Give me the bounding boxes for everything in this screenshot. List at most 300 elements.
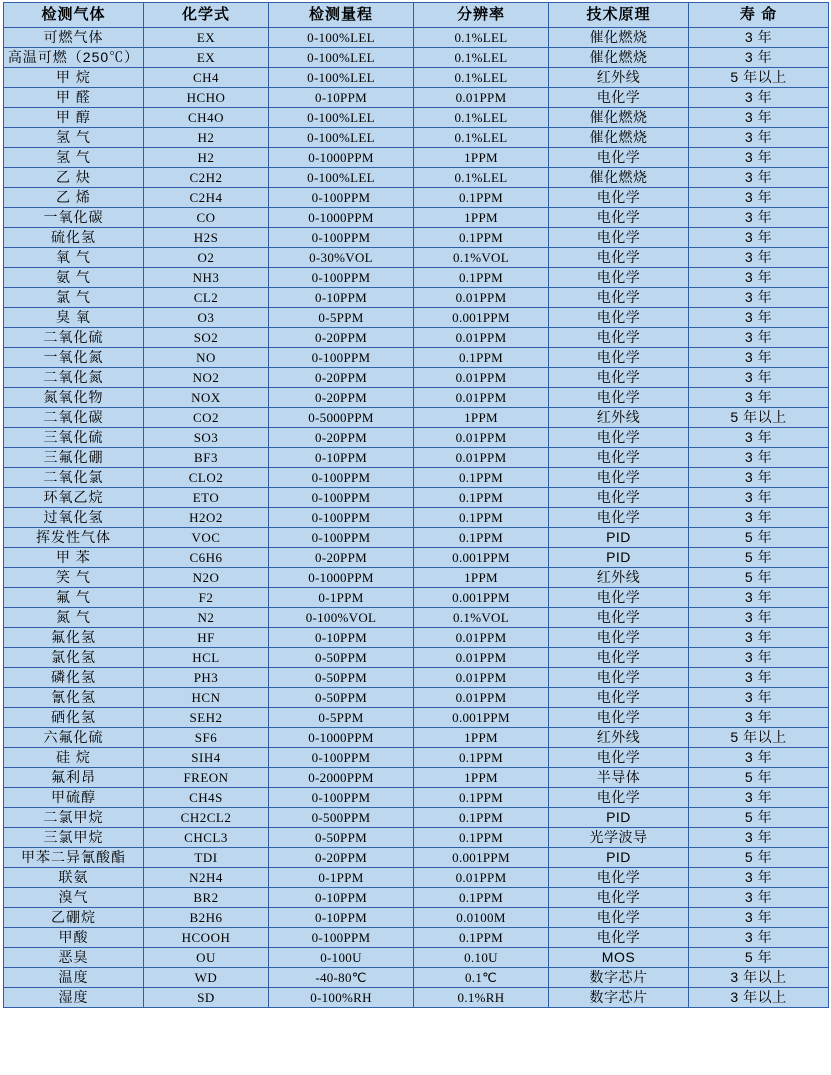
- table-cell: 0.01PPM: [414, 368, 549, 388]
- table-cell: HCOOH: [144, 928, 269, 948]
- table-cell: 0.1%VOL: [414, 248, 549, 268]
- table-row: [4, 28, 829, 48]
- table-cell: 0.01PPM: [414, 668, 549, 688]
- table-cell: 3 年: [689, 208, 829, 228]
- table-cell: 电化学: [549, 248, 689, 268]
- table-cell: 5 年: [689, 808, 829, 828]
- table-cell: O2: [144, 248, 269, 268]
- table-cell: 0-1000PPM: [269, 148, 414, 168]
- table-cell: 0-10PPM: [269, 88, 414, 108]
- table-cell: 3 年: [689, 328, 829, 348]
- table-cell: TDI: [144, 848, 269, 868]
- table-row: [4, 268, 829, 288]
- table-cell: H2: [144, 128, 269, 148]
- table-cell: 电化学: [549, 928, 689, 948]
- table-cell: 联氨: [4, 868, 144, 888]
- table-cell: 0.01PPM: [414, 388, 549, 408]
- table-cell: 电化学: [549, 448, 689, 468]
- table-cell: 3 年: [689, 148, 829, 168]
- table-cell: NO: [144, 348, 269, 368]
- table-cell: CH4: [144, 68, 269, 88]
- table-cell: 3 年: [689, 648, 829, 668]
- table-cell: ETO: [144, 488, 269, 508]
- table-row: [4, 448, 829, 468]
- table-cell: 氮氧化物: [4, 388, 144, 408]
- table-cell: 1PPM: [414, 768, 549, 788]
- table-cell: 0-50PPM: [269, 648, 414, 668]
- table-cell: EX: [144, 28, 269, 48]
- table-cell: 电化学: [549, 228, 689, 248]
- table-cell: 电化学: [549, 208, 689, 228]
- table-cell: PH3: [144, 668, 269, 688]
- table-cell: 0-100PPM: [269, 268, 414, 288]
- table-cell: 甲 烷: [4, 68, 144, 88]
- table-cell: 3 年: [689, 168, 829, 188]
- table-cell: 电化学: [549, 908, 689, 928]
- table-cell: 0.001PPM: [414, 588, 549, 608]
- table-cell: B2H6: [144, 908, 269, 928]
- table-row: [4, 48, 829, 68]
- table-cell: 二氧化氮: [4, 368, 144, 388]
- table-row: [4, 968, 829, 988]
- table-row: [4, 608, 829, 628]
- table-cell: FREON: [144, 768, 269, 788]
- table-cell: 0-10PPM: [269, 888, 414, 908]
- table-cell: 硫化氢: [4, 228, 144, 248]
- table-cell: SO2: [144, 328, 269, 348]
- table-cell: 二氧化碳: [4, 408, 144, 428]
- table-cell: 0.1%RH: [414, 988, 549, 1008]
- table-cell: 0-5PPM: [269, 308, 414, 328]
- table-cell: 甲酸: [4, 928, 144, 948]
- table-cell: 0.1PPM: [414, 508, 549, 528]
- table-cell: 0-1000PPM: [269, 208, 414, 228]
- table-cell: 3 年: [689, 48, 829, 68]
- table-cell: 0.1PPM: [414, 488, 549, 508]
- table-cell: 0-50PPM: [269, 668, 414, 688]
- table-row: [4, 988, 829, 1008]
- table-row: [4, 368, 829, 388]
- table-cell: 3 年: [689, 868, 829, 888]
- table-cell: 5 年以上: [689, 408, 829, 428]
- table-cell: 0-10PPM: [269, 448, 414, 468]
- table-row: [4, 588, 829, 608]
- table-cell: EX: [144, 48, 269, 68]
- table-cell: 电化学: [549, 688, 689, 708]
- table-cell: 3 年: [689, 108, 829, 128]
- table-cell: 3 年: [689, 468, 829, 488]
- table-cell: 3 年: [689, 628, 829, 648]
- table-cell: 0.01PPM: [414, 288, 549, 308]
- gas-detection-table: [3, 2, 829, 1008]
- table-cell: 光学波导: [549, 828, 689, 848]
- table-cell: CH4S: [144, 788, 269, 808]
- table-row: [4, 768, 829, 788]
- table-cell: 0.1PPM: [414, 808, 549, 828]
- table-cell: 温度: [4, 968, 144, 988]
- table-row: [4, 348, 829, 368]
- table-cell: 0.01PPM: [414, 688, 549, 708]
- table-cell: NO2: [144, 368, 269, 388]
- table-cell: 0-100%VOL: [269, 608, 414, 628]
- table-cell: 0-5PPM: [269, 708, 414, 728]
- table-cell: PID: [549, 808, 689, 828]
- table-cell: 0-100PPM: [269, 228, 414, 248]
- table-cell: 催化燃烧: [549, 108, 689, 128]
- table-row: [4, 908, 829, 928]
- table-row: [4, 508, 829, 528]
- table-cell: 0-1PPM: [269, 868, 414, 888]
- table-cell: 三氯甲烷: [4, 828, 144, 848]
- table-row: [4, 168, 829, 188]
- table-row: [4, 868, 829, 888]
- table-cell: 氯化氢: [4, 648, 144, 668]
- table-cell: 3 年: [689, 228, 829, 248]
- table-cell: 0-100U: [269, 948, 414, 968]
- table-cell: 数字芯片: [549, 968, 689, 988]
- table-row: [4, 88, 829, 108]
- table-cell: 3 年: [689, 248, 829, 268]
- table-row: [4, 248, 829, 268]
- table-cell: 5 年以上: [689, 728, 829, 748]
- table-cell: 5 年: [689, 548, 829, 568]
- table-cell: 电化学: [549, 488, 689, 508]
- table-cell: 0.1PPM: [414, 788, 549, 808]
- table-cell: 硒化氢: [4, 708, 144, 728]
- table-cell: 0.001PPM: [414, 308, 549, 328]
- table-cell: 磷化氢: [4, 668, 144, 688]
- table-cell: VOC: [144, 528, 269, 548]
- table-cell: 5 年以上: [689, 68, 829, 88]
- table-cell: 0.1PPM: [414, 528, 549, 548]
- table-cell: 可燃气体: [4, 28, 144, 48]
- table-cell: 甲硫醇: [4, 788, 144, 808]
- table-cell: 0.01PPM: [414, 328, 549, 348]
- table-cell: PID: [549, 848, 689, 868]
- table-cell: 氟利昂: [4, 768, 144, 788]
- table-cell: 恶臭: [4, 948, 144, 968]
- table-cell: H2O2: [144, 508, 269, 528]
- table-cell: 乙 烯: [4, 188, 144, 208]
- table-cell: 3 年: [689, 128, 829, 148]
- table-cell: WD: [144, 968, 269, 988]
- table-row: [4, 948, 829, 968]
- table-cell: 一氧化氮: [4, 348, 144, 368]
- table-cell: 0-100PPM: [269, 188, 414, 208]
- table-cell: 红外线: [549, 728, 689, 748]
- table-cell: 电化学: [549, 88, 689, 108]
- table-cell: 3 年: [689, 28, 829, 48]
- table-cell: 乙 炔: [4, 168, 144, 188]
- table-cell: 0-100%LEL: [269, 28, 414, 48]
- table-row: [4, 668, 829, 688]
- table-cell: 电化学: [549, 668, 689, 688]
- table-cell: 环氧乙烷: [4, 488, 144, 508]
- table-cell: 催化燃烧: [549, 48, 689, 68]
- table-cell: 3 年: [689, 368, 829, 388]
- table-cell: 3 年: [689, 428, 829, 448]
- table-cell: 二氧化氯: [4, 468, 144, 488]
- table-row: [4, 888, 829, 908]
- table-row: [4, 188, 829, 208]
- table-cell: 电化学: [549, 608, 689, 628]
- table-cell: HF: [144, 628, 269, 648]
- table-cell: PID: [549, 548, 689, 568]
- table-cell: MOS: [549, 948, 689, 968]
- table-cell: 电化学: [549, 588, 689, 608]
- table-cell: 0-1000PPM: [269, 568, 414, 588]
- table-cell: 0-100%RH: [269, 988, 414, 1008]
- table-cell: 0.1%LEL: [414, 48, 549, 68]
- table-cell: 红外线: [549, 568, 689, 588]
- table-cell: 0-500PPM: [269, 808, 414, 828]
- table-row: [4, 108, 829, 128]
- column-header-lifetime: 寿 命: [689, 3, 829, 28]
- table-cell: 0.1%LEL: [414, 128, 549, 148]
- table-cell: 催化燃烧: [549, 168, 689, 188]
- table-cell: 0.1PPM: [414, 828, 549, 848]
- table-cell: 3 年: [689, 348, 829, 368]
- table-row: [4, 748, 829, 768]
- table-cell: HCHO: [144, 88, 269, 108]
- header-row: [4, 3, 829, 28]
- table-cell: HCN: [144, 688, 269, 708]
- table-cell: 二氯甲烷: [4, 808, 144, 828]
- table-cell: 0-100PPM: [269, 528, 414, 548]
- table-cell: 3 年: [689, 308, 829, 328]
- table-cell: HCL: [144, 648, 269, 668]
- table-cell: 电化学: [549, 788, 689, 808]
- table-cell: 三氟化硼: [4, 448, 144, 468]
- table-cell: 甲 醇: [4, 108, 144, 128]
- table-cell: SD: [144, 988, 269, 1008]
- table-cell: 0-20PPM: [269, 848, 414, 868]
- table-cell: CO2: [144, 408, 269, 428]
- table-cell: 湿度: [4, 988, 144, 1008]
- table-row: [4, 328, 829, 348]
- table-cell: 乙硼烷: [4, 908, 144, 928]
- table-cell: 0.1PPM: [414, 268, 549, 288]
- table-cell: 3 年: [689, 788, 829, 808]
- table-cell: 0-100%LEL: [269, 68, 414, 88]
- table-cell: 3 年: [689, 508, 829, 528]
- table-cell: 0.001PPM: [414, 548, 549, 568]
- table-body: [4, 28, 829, 1008]
- table-cell: 3 年以上: [689, 968, 829, 988]
- table-cell: 0.1℃: [414, 968, 549, 988]
- table-cell: 电化学: [549, 348, 689, 368]
- table-cell: 0.0100M: [414, 908, 549, 928]
- table-cell: 0.01PPM: [414, 428, 549, 448]
- table-cell: PID: [549, 528, 689, 548]
- table-cell: 高温可燃（250℃）: [4, 48, 144, 68]
- table-cell: 电化学: [549, 428, 689, 448]
- table-cell: 3 年: [689, 908, 829, 928]
- table-cell: 0.1%LEL: [414, 28, 549, 48]
- table-row: [4, 468, 829, 488]
- table-cell: 电化学: [549, 708, 689, 728]
- table-cell: C6H6: [144, 548, 269, 568]
- table-row: [4, 308, 829, 328]
- table-row: [4, 808, 829, 828]
- table-cell: 电化学: [549, 368, 689, 388]
- table-cell: SIH4: [144, 748, 269, 768]
- table-cell: 氟 气: [4, 588, 144, 608]
- table-row: [4, 648, 829, 668]
- table-cell: BR2: [144, 888, 269, 908]
- table-cell: 红外线: [549, 408, 689, 428]
- table-cell: 1PPM: [414, 728, 549, 748]
- table-cell: 0-5000PPM: [269, 408, 414, 428]
- table-cell: 过氧化氢: [4, 508, 144, 528]
- table-cell: 3 年: [689, 828, 829, 848]
- table-cell: 溴气: [4, 888, 144, 908]
- table-cell: 3 年: [689, 688, 829, 708]
- table-row: [4, 488, 829, 508]
- table-row: [4, 388, 829, 408]
- table-cell: 电化学: [549, 188, 689, 208]
- table-cell: 氯 气: [4, 288, 144, 308]
- table-cell: 氰化氢: [4, 688, 144, 708]
- table-cell: 甲 醛: [4, 88, 144, 108]
- table-row: [4, 288, 829, 308]
- table-cell: 电化学: [549, 648, 689, 668]
- table-cell: NH3: [144, 268, 269, 288]
- table-cell: 0-100%LEL: [269, 168, 414, 188]
- table-cell: 5 年: [689, 948, 829, 968]
- table-cell: CLO2: [144, 468, 269, 488]
- table-cell: 3 年: [689, 668, 829, 688]
- table-cell: 5 年: [689, 528, 829, 548]
- table-cell: 三氧化硫: [4, 428, 144, 448]
- table-cell: 电化学: [549, 328, 689, 348]
- table-cell: 5 年: [689, 568, 829, 588]
- table-cell: 0-50PPM: [269, 828, 414, 848]
- table-cell: SF6: [144, 728, 269, 748]
- table-cell: 电化学: [549, 868, 689, 888]
- table-row: [4, 128, 829, 148]
- table-row: [4, 568, 829, 588]
- table-cell: 电化学: [549, 388, 689, 408]
- table-cell: 六氟化硫: [4, 728, 144, 748]
- table-cell: 0.1%LEL: [414, 108, 549, 128]
- table-cell: 0.001PPM: [414, 708, 549, 728]
- table-cell: 3 年: [689, 928, 829, 948]
- table-cell: 0-10PPM: [269, 908, 414, 928]
- table-cell: 3 年: [689, 588, 829, 608]
- table-cell: 氢 气: [4, 148, 144, 168]
- table-cell: 3 年: [689, 448, 829, 468]
- table-cell: 0.001PPM: [414, 848, 549, 868]
- table-cell: 3 年: [689, 888, 829, 908]
- table-cell: 3 年: [689, 488, 829, 508]
- table-cell: 3 年以上: [689, 988, 829, 1008]
- table-row: [4, 828, 829, 848]
- table-cell: 0-100%LEL: [269, 48, 414, 68]
- table-cell: 电化学: [549, 888, 689, 908]
- table-cell: 电化学: [549, 308, 689, 328]
- table-cell: 0-20PPM: [269, 428, 414, 448]
- table-cell: 数字芯片: [549, 988, 689, 1008]
- table-cell: 臭 氧: [4, 308, 144, 328]
- table-cell: -40-80℃: [269, 968, 414, 988]
- table-header: [4, 3, 829, 28]
- table-cell: CL2: [144, 288, 269, 308]
- table-cell: 电化学: [549, 268, 689, 288]
- table-cell: 5 年: [689, 848, 829, 868]
- table-row: [4, 788, 829, 808]
- table-cell: 0-2000PPM: [269, 768, 414, 788]
- column-header-range: 检测量程: [269, 3, 414, 28]
- table-cell: 二氧化硫: [4, 328, 144, 348]
- table-cell: 电化学: [549, 748, 689, 768]
- table-cell: 氢 气: [4, 128, 144, 148]
- table-cell: 0.1%LEL: [414, 168, 549, 188]
- table-cell: F2: [144, 588, 269, 608]
- table-cell: 0.10U: [414, 948, 549, 968]
- table-cell: 0-100PPM: [269, 348, 414, 368]
- table-cell: 0.1PPM: [414, 228, 549, 248]
- table-cell: 0.1PPM: [414, 888, 549, 908]
- table-cell: 硅 烷: [4, 748, 144, 768]
- table-cell: CO: [144, 208, 269, 228]
- table-cell: 3 年: [689, 608, 829, 628]
- table-cell: N2H4: [144, 868, 269, 888]
- table-cell: 3 年: [689, 708, 829, 728]
- table-cell: 0.1PPM: [414, 748, 549, 768]
- table-cell: 3 年: [689, 268, 829, 288]
- table-cell: 3 年: [689, 288, 829, 308]
- table-cell: H2S: [144, 228, 269, 248]
- table-row: [4, 68, 829, 88]
- table-cell: 电化学: [549, 508, 689, 528]
- table-cell: 0-100PPM: [269, 508, 414, 528]
- table-cell: 0.01PPM: [414, 648, 549, 668]
- column-header-formula: 化学式: [144, 3, 269, 28]
- table-row: [4, 528, 829, 548]
- table-row: [4, 548, 829, 568]
- table-cell: 0-20PPM: [269, 548, 414, 568]
- table-row: [4, 848, 829, 868]
- table-cell: 催化燃烧: [549, 28, 689, 48]
- table-cell: C2H4: [144, 188, 269, 208]
- table-cell: 红外线: [549, 68, 689, 88]
- table-cell: 氟化氢: [4, 628, 144, 648]
- table-cell: 0.01PPM: [414, 88, 549, 108]
- table-cell: 0.1PPM: [414, 188, 549, 208]
- table-cell: 半导体: [549, 768, 689, 788]
- table-cell: N2O: [144, 568, 269, 588]
- table-cell: H2: [144, 148, 269, 168]
- table-cell: 0.1PPM: [414, 348, 549, 368]
- column-header-technology: 技术原理: [549, 3, 689, 28]
- table-cell: 3 年: [689, 388, 829, 408]
- table-cell: 电化学: [549, 468, 689, 488]
- table-cell: 电化学: [549, 628, 689, 648]
- table-cell: 0-100%LEL: [269, 108, 414, 128]
- table-cell: 3 年: [689, 88, 829, 108]
- table-cell: 3 年: [689, 748, 829, 768]
- table-cell: 0-100%LEL: [269, 128, 414, 148]
- table-cell: 氧 气: [4, 248, 144, 268]
- table-cell: 0.1PPM: [414, 468, 549, 488]
- table-cell: 0.01PPM: [414, 628, 549, 648]
- table-cell: 0.01PPM: [414, 868, 549, 888]
- table-cell: 1PPM: [414, 148, 549, 168]
- table-row: [4, 408, 829, 428]
- table-cell: NOX: [144, 388, 269, 408]
- table-row: [4, 208, 829, 228]
